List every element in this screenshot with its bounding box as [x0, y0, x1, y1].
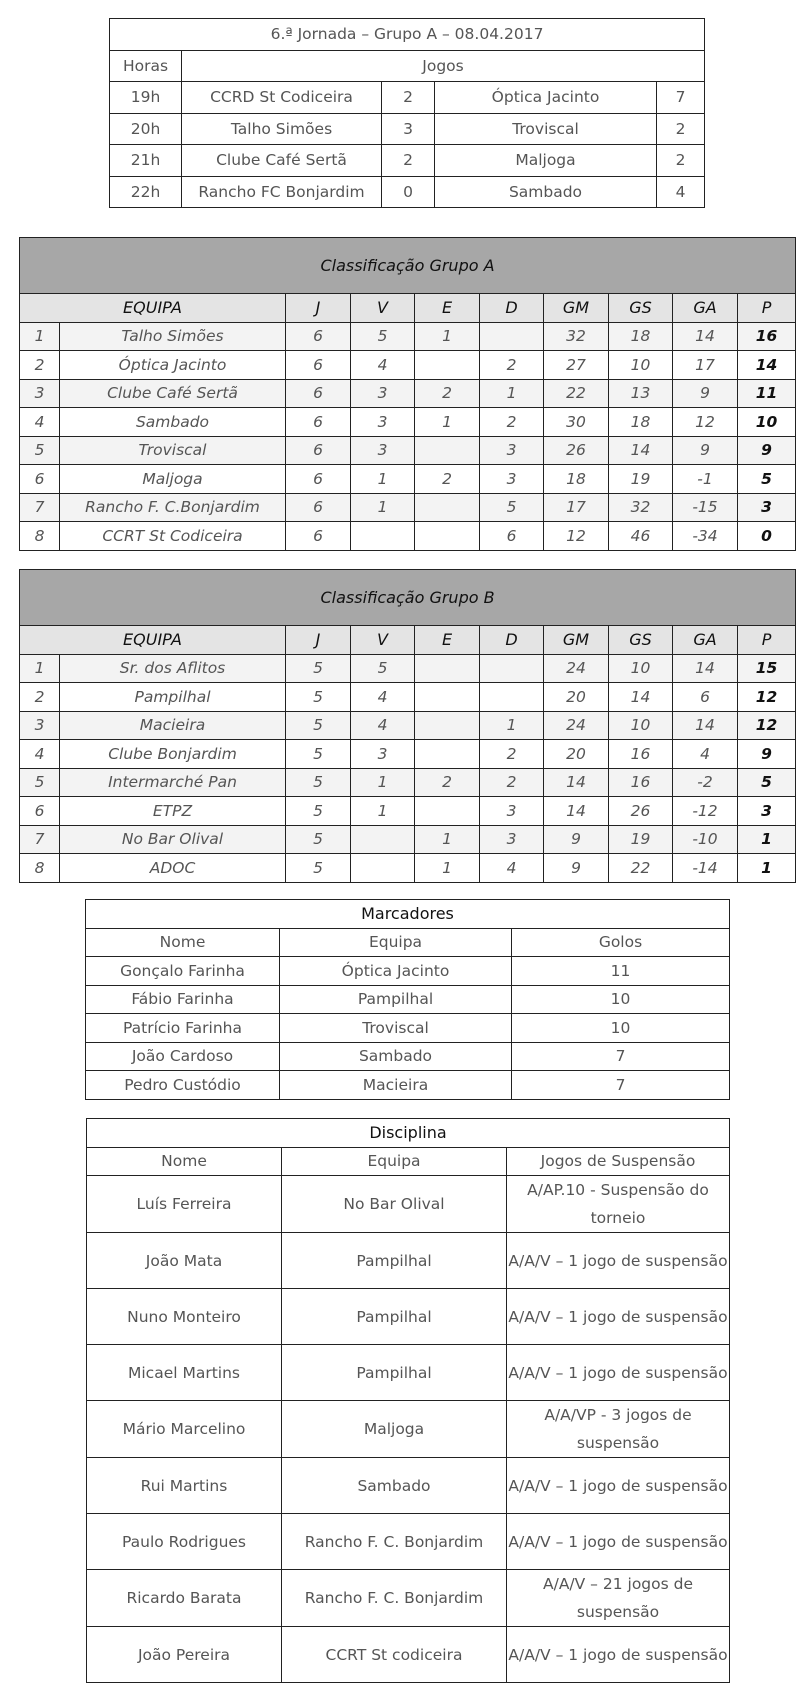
points: 11 — [738, 379, 796, 408]
game-hour: 22h — [110, 176, 182, 208]
position: 4 — [20, 408, 60, 437]
wins: 5 — [351, 654, 415, 683]
player-team: CCRT St codiceira — [282, 1627, 507, 1683]
wins: 3 — [351, 436, 415, 465]
goal-diff: 4 — [673, 740, 738, 769]
discipline-row — [87, 1514, 730, 1570]
draws: 2 — [415, 379, 480, 408]
standings-row — [20, 322, 796, 351]
header-team: Equipa — [280, 928, 512, 957]
game-away-goals: 2 — [657, 145, 705, 177]
player-team: Sambado — [282, 1458, 507, 1514]
goals-for: 32 — [544, 322, 609, 351]
header-points: P — [738, 294, 796, 323]
draws — [415, 683, 480, 712]
position: 5 — [20, 768, 60, 797]
goal-diff: 12 — [673, 408, 738, 437]
played: 6 — [286, 322, 351, 351]
goals-for: 27 — [544, 351, 609, 380]
standings-row — [20, 854, 796, 883]
goals-for: 9 — [544, 854, 609, 883]
group-a-standings-table — [19, 237, 796, 551]
game-home-team: CCRD St Codiceira — [182, 82, 382, 114]
played: 5 — [286, 825, 351, 854]
scorer-name: Fábio Farinha — [86, 985, 280, 1014]
goal-diff: 14 — [673, 322, 738, 351]
header-wins: V — [351, 294, 415, 323]
wins: 1 — [351, 493, 415, 522]
wins: 4 — [351, 351, 415, 380]
scorer-team: Pampilhal — [280, 985, 512, 1014]
position: 7 — [20, 493, 60, 522]
wins — [351, 825, 415, 854]
points: 14 — [738, 351, 796, 380]
discipline-row — [87, 1401, 730, 1458]
discipline-row — [87, 1458, 730, 1514]
losses: 1 — [480, 711, 544, 740]
header-draws: E — [415, 626, 480, 655]
points: 12 — [738, 683, 796, 712]
team: Talho Simões — [60, 322, 286, 351]
scorer-row — [86, 985, 730, 1014]
game-away-team: Maljoga — [435, 145, 657, 177]
goals-for: 30 — [544, 408, 609, 437]
played: 6 — [286, 351, 351, 380]
player-name: Paulo Rodrigues — [87, 1514, 282, 1570]
wins: 3 — [351, 379, 415, 408]
team: Pampilhal — [60, 683, 286, 712]
team: Clube Bonjardim — [60, 740, 286, 769]
goals-for: 26 — [544, 436, 609, 465]
scorer-team: Óptica Jacinto — [280, 957, 512, 986]
scorer-name: Pedro Custódio — [86, 1071, 280, 1100]
played: 6 — [286, 379, 351, 408]
header-losses: D — [480, 626, 544, 655]
header-suspension: Jogos de Suspensão — [507, 1147, 730, 1176]
header-losses: D — [480, 294, 544, 323]
standings-row — [20, 379, 796, 408]
team: Troviscal — [60, 436, 286, 465]
points: 3 — [738, 493, 796, 522]
goals-against: 10 — [609, 711, 673, 740]
suspension: A/A/V – 1 jogo de suspensão — [507, 1233, 730, 1289]
losses: 3 — [480, 465, 544, 494]
header-goal-diff: GA — [673, 626, 738, 655]
suspension: A/A/V – 1 jogo de suspensão — [507, 1289, 730, 1345]
standings-row — [20, 825, 796, 854]
standings-row — [20, 408, 796, 437]
points: 12 — [738, 711, 796, 740]
player-team: Rancho F. C. Bonjardim — [282, 1570, 507, 1627]
standings-row — [20, 654, 796, 683]
player-team: Pampilhal — [282, 1345, 507, 1401]
wins: 3 — [351, 740, 415, 769]
position: 2 — [20, 351, 60, 380]
group-b-standings-table — [19, 569, 796, 883]
draws — [415, 351, 480, 380]
goals-against: 19 — [609, 465, 673, 494]
scorer-goals: 10 — [512, 985, 730, 1014]
header-goals-for: GM — [544, 626, 609, 655]
goals-against: 26 — [609, 797, 673, 826]
header-team: EQUIPA — [20, 294, 286, 323]
wins: 1 — [351, 465, 415, 494]
group-a-title: Classificação Grupo A — [20, 238, 796, 294]
losses: 3 — [480, 797, 544, 826]
goal-diff: 9 — [673, 379, 738, 408]
game-home-goals: 0 — [382, 176, 435, 208]
header-goals-against: GS — [609, 294, 673, 323]
game-hour: 20h — [110, 113, 182, 145]
game-row — [110, 113, 705, 145]
goal-diff: 9 — [673, 436, 738, 465]
standings-row — [20, 436, 796, 465]
team: No Bar Olival — [60, 825, 286, 854]
standings-row — [20, 351, 796, 380]
standings-row — [20, 797, 796, 826]
team: Clube Café Sertã — [60, 379, 286, 408]
standings-row — [20, 740, 796, 769]
header-team: EQUIPA — [20, 626, 286, 655]
goals-for: 17 — [544, 493, 609, 522]
scorer-row — [86, 1014, 730, 1043]
player-name: Micael Martins — [87, 1345, 282, 1401]
losses: 2 — [480, 408, 544, 437]
results-games-header: Jogos — [182, 50, 705, 82]
scorer-team: Sambado — [280, 1042, 512, 1071]
wins: 1 — [351, 797, 415, 826]
player-name: Nuno Monteiro — [87, 1289, 282, 1345]
played: 5 — [286, 654, 351, 683]
scorer-row — [86, 1071, 730, 1100]
goals-against: 32 — [609, 493, 673, 522]
losses: 3 — [480, 436, 544, 465]
scorer-row — [86, 957, 730, 986]
header-goal-diff: GA — [673, 294, 738, 323]
wins: 3 — [351, 408, 415, 437]
goals-for: 18 — [544, 465, 609, 494]
points: 1 — [738, 825, 796, 854]
player-name: João Mata — [87, 1233, 282, 1289]
discipline-title: Disciplina — [87, 1119, 730, 1148]
position: 3 — [20, 711, 60, 740]
game-home-team: Talho Simões — [182, 113, 382, 145]
points: 15 — [738, 654, 796, 683]
goal-diff: -10 — [673, 825, 738, 854]
position: 1 — [20, 322, 60, 351]
goal-diff: -12 — [673, 797, 738, 826]
team: Macieira — [60, 711, 286, 740]
game-away-goals: 7 — [657, 82, 705, 114]
goals-for: 12 — [544, 522, 609, 551]
goal-diff: 14 — [673, 711, 738, 740]
wins — [351, 854, 415, 883]
header-goals-against: GS — [609, 626, 673, 655]
goals-against: 19 — [609, 825, 673, 854]
game-hour: 19h — [110, 82, 182, 114]
standings-row — [20, 683, 796, 712]
standings-row — [20, 711, 796, 740]
player-name: Ricardo Barata — [87, 1570, 282, 1627]
game-hour: 21h — [110, 145, 182, 177]
draws: 1 — [415, 322, 480, 351]
goals-against: 14 — [609, 436, 673, 465]
points: 1 — [738, 854, 796, 883]
scorers-title: Marcadores — [86, 900, 730, 929]
header-played: J — [286, 294, 351, 323]
results-hours-header: Horas — [110, 50, 182, 82]
player-team: No Bar Olival — [282, 1176, 507, 1233]
goals-for: 20 — [544, 740, 609, 769]
draws: 1 — [415, 825, 480, 854]
discipline-table — [86, 1118, 730, 1683]
suspension: A/A/V – 1 jogo de suspensão — [507, 1345, 730, 1401]
position: 7 — [20, 825, 60, 854]
points: 16 — [738, 322, 796, 351]
points: 5 — [738, 768, 796, 797]
goal-diff: 17 — [673, 351, 738, 380]
losses: 2 — [480, 740, 544, 769]
header-name: Nome — [86, 928, 280, 957]
goals-for: 22 — [544, 379, 609, 408]
goals-for: 9 — [544, 825, 609, 854]
goals-against: 18 — [609, 322, 673, 351]
header-name: Nome — [87, 1147, 282, 1176]
wins — [351, 522, 415, 551]
losses: 6 — [480, 522, 544, 551]
wins: 4 — [351, 711, 415, 740]
position: 8 — [20, 522, 60, 551]
losses: 1 — [480, 379, 544, 408]
header-wins: V — [351, 626, 415, 655]
player-name: Luís Ferreira — [87, 1176, 282, 1233]
draws — [415, 740, 480, 769]
player-name: Mário Marcelino — [87, 1401, 282, 1458]
draws: 2 — [415, 465, 480, 494]
game-home-team: Rancho FC Bonjardim — [182, 176, 382, 208]
discipline-row — [87, 1570, 730, 1627]
team: Óptica Jacinto — [60, 351, 286, 380]
suspension: A/A/V – 1 jogo de suspensão — [507, 1627, 730, 1683]
scorer-goals: 7 — [512, 1042, 730, 1071]
goal-diff: -2 — [673, 768, 738, 797]
team: Maljoga — [60, 465, 286, 494]
goal-diff: -14 — [673, 854, 738, 883]
player-team: Pampilhal — [282, 1289, 507, 1345]
goal-diff: 14 — [673, 654, 738, 683]
goals-for: 14 — [544, 797, 609, 826]
goals-against: 22 — [609, 854, 673, 883]
losses: 2 — [480, 768, 544, 797]
goals-for: 24 — [544, 711, 609, 740]
game-away-team: Troviscal — [435, 113, 657, 145]
suspension: A/A/VP - 3 jogos de suspensão — [507, 1401, 730, 1458]
game-row — [110, 145, 705, 177]
draws: 2 — [415, 768, 480, 797]
points: 9 — [738, 740, 796, 769]
team: Rancho F. C.Bonjardim — [60, 493, 286, 522]
draws — [415, 797, 480, 826]
played: 6 — [286, 522, 351, 551]
player-name: João Pereira — [87, 1627, 282, 1683]
header-draws: E — [415, 294, 480, 323]
scorer-team: Macieira — [280, 1071, 512, 1100]
played: 6 — [286, 408, 351, 437]
goals-for: 24 — [544, 654, 609, 683]
game-away-goals: 4 — [657, 176, 705, 208]
losses — [480, 654, 544, 683]
position: 2 — [20, 683, 60, 712]
standings-row — [20, 768, 796, 797]
played: 6 — [286, 465, 351, 494]
header-points: P — [738, 626, 796, 655]
played: 5 — [286, 797, 351, 826]
game-home-team: Clube Café Sertã — [182, 145, 382, 177]
goals-against: 10 — [609, 654, 673, 683]
goals-for: 20 — [544, 683, 609, 712]
suspension: A/A/V – 21 jogos de suspensão — [507, 1570, 730, 1627]
scorer-name: João Cardoso — [86, 1042, 280, 1071]
played: 6 — [286, 436, 351, 465]
player-team: Pampilhal — [282, 1233, 507, 1289]
suspension: A/A/V – 1 jogo de suspensão — [507, 1458, 730, 1514]
scorer-team: Troviscal — [280, 1014, 512, 1043]
game-away-team: Óptica Jacinto — [435, 82, 657, 114]
scorers-table — [85, 899, 730, 1100]
game-away-goals: 2 — [657, 113, 705, 145]
results-title: 6.ª Jornada – Grupo A – 08.04.2017 — [110, 19, 705, 51]
losses: 5 — [480, 493, 544, 522]
goal-diff: 6 — [673, 683, 738, 712]
goals-against: 16 — [609, 740, 673, 769]
results-table — [109, 18, 705, 208]
goals-against: 18 — [609, 408, 673, 437]
played: 6 — [286, 493, 351, 522]
played: 5 — [286, 768, 351, 797]
wins: 4 — [351, 683, 415, 712]
game-row — [110, 176, 705, 208]
discipline-row — [87, 1176, 730, 1233]
position: 6 — [20, 465, 60, 494]
wins: 1 — [351, 768, 415, 797]
discipline-row — [87, 1289, 730, 1345]
discipline-row — [87, 1345, 730, 1401]
suspension: A/A/V – 1 jogo de suspensão — [507, 1514, 730, 1570]
draws — [415, 711, 480, 740]
team: CCRT St Codiceira — [60, 522, 286, 551]
scorer-goals: 10 — [512, 1014, 730, 1043]
goals-against: 13 — [609, 379, 673, 408]
goals-against: 14 — [609, 683, 673, 712]
header-goals: Golos — [512, 928, 730, 957]
goals-for: 14 — [544, 768, 609, 797]
scorer-goals: 11 — [512, 957, 730, 986]
draws: 1 — [415, 854, 480, 883]
header-goals-for: GM — [544, 294, 609, 323]
header-team: Equipa — [282, 1147, 507, 1176]
header-played: J — [286, 626, 351, 655]
discipline-row — [87, 1233, 730, 1289]
scorer-goals: 7 — [512, 1071, 730, 1100]
points: 9 — [738, 436, 796, 465]
discipline-row — [87, 1627, 730, 1683]
team: Sambado — [60, 408, 286, 437]
position: 5 — [20, 436, 60, 465]
game-home-goals: 2 — [382, 82, 435, 114]
played: 5 — [286, 711, 351, 740]
losses: 2 — [480, 351, 544, 380]
losses — [480, 683, 544, 712]
game-home-goals: 3 — [382, 113, 435, 145]
goals-against: 10 — [609, 351, 673, 380]
team: ADOC — [60, 854, 286, 883]
goals-against: 46 — [609, 522, 673, 551]
played: 5 — [286, 740, 351, 769]
scorer-name: Gonçalo Farinha — [86, 957, 280, 986]
standings-row — [20, 522, 796, 551]
standings-header-row — [20, 294, 796, 323]
goal-diff: -1 — [673, 465, 738, 494]
points: 5 — [738, 465, 796, 494]
player-team: Rancho F. C. Bonjardim — [282, 1514, 507, 1570]
played: 5 — [286, 683, 351, 712]
position: 4 — [20, 740, 60, 769]
goal-diff: -15 — [673, 493, 738, 522]
draws: 1 — [415, 408, 480, 437]
draws — [415, 654, 480, 683]
player-team: Maljoga — [282, 1401, 507, 1458]
points: 10 — [738, 408, 796, 437]
player-name: Rui Martins — [87, 1458, 282, 1514]
wins: 5 — [351, 322, 415, 351]
draws — [415, 522, 480, 551]
standings-row — [20, 493, 796, 522]
suspension: A/AP.10 - Suspensão do torneio — [507, 1176, 730, 1233]
team: ETPZ — [60, 797, 286, 826]
goals-against: 16 — [609, 768, 673, 797]
points: 0 — [738, 522, 796, 551]
goal-diff: -34 — [673, 522, 738, 551]
points: 3 — [738, 797, 796, 826]
position: 3 — [20, 379, 60, 408]
draws — [415, 436, 480, 465]
scorer-row — [86, 1042, 730, 1071]
position: 1 — [20, 654, 60, 683]
losses: 3 — [480, 825, 544, 854]
losses: 4 — [480, 854, 544, 883]
game-away-team: Sambado — [435, 176, 657, 208]
position: 8 — [20, 854, 60, 883]
game-home-goals: 2 — [382, 145, 435, 177]
played: 5 — [286, 854, 351, 883]
scorer-name: Patrício Farinha — [86, 1014, 280, 1043]
group-b-title: Classificação Grupo B — [20, 570, 796, 626]
draws — [415, 493, 480, 522]
position: 6 — [20, 797, 60, 826]
game-row — [110, 82, 705, 114]
losses — [480, 322, 544, 351]
standings-row — [20, 465, 796, 494]
team: Intermarché Pan — [60, 768, 286, 797]
team: Sr. dos Aflitos — [60, 654, 286, 683]
standings-header-row — [20, 626, 796, 655]
